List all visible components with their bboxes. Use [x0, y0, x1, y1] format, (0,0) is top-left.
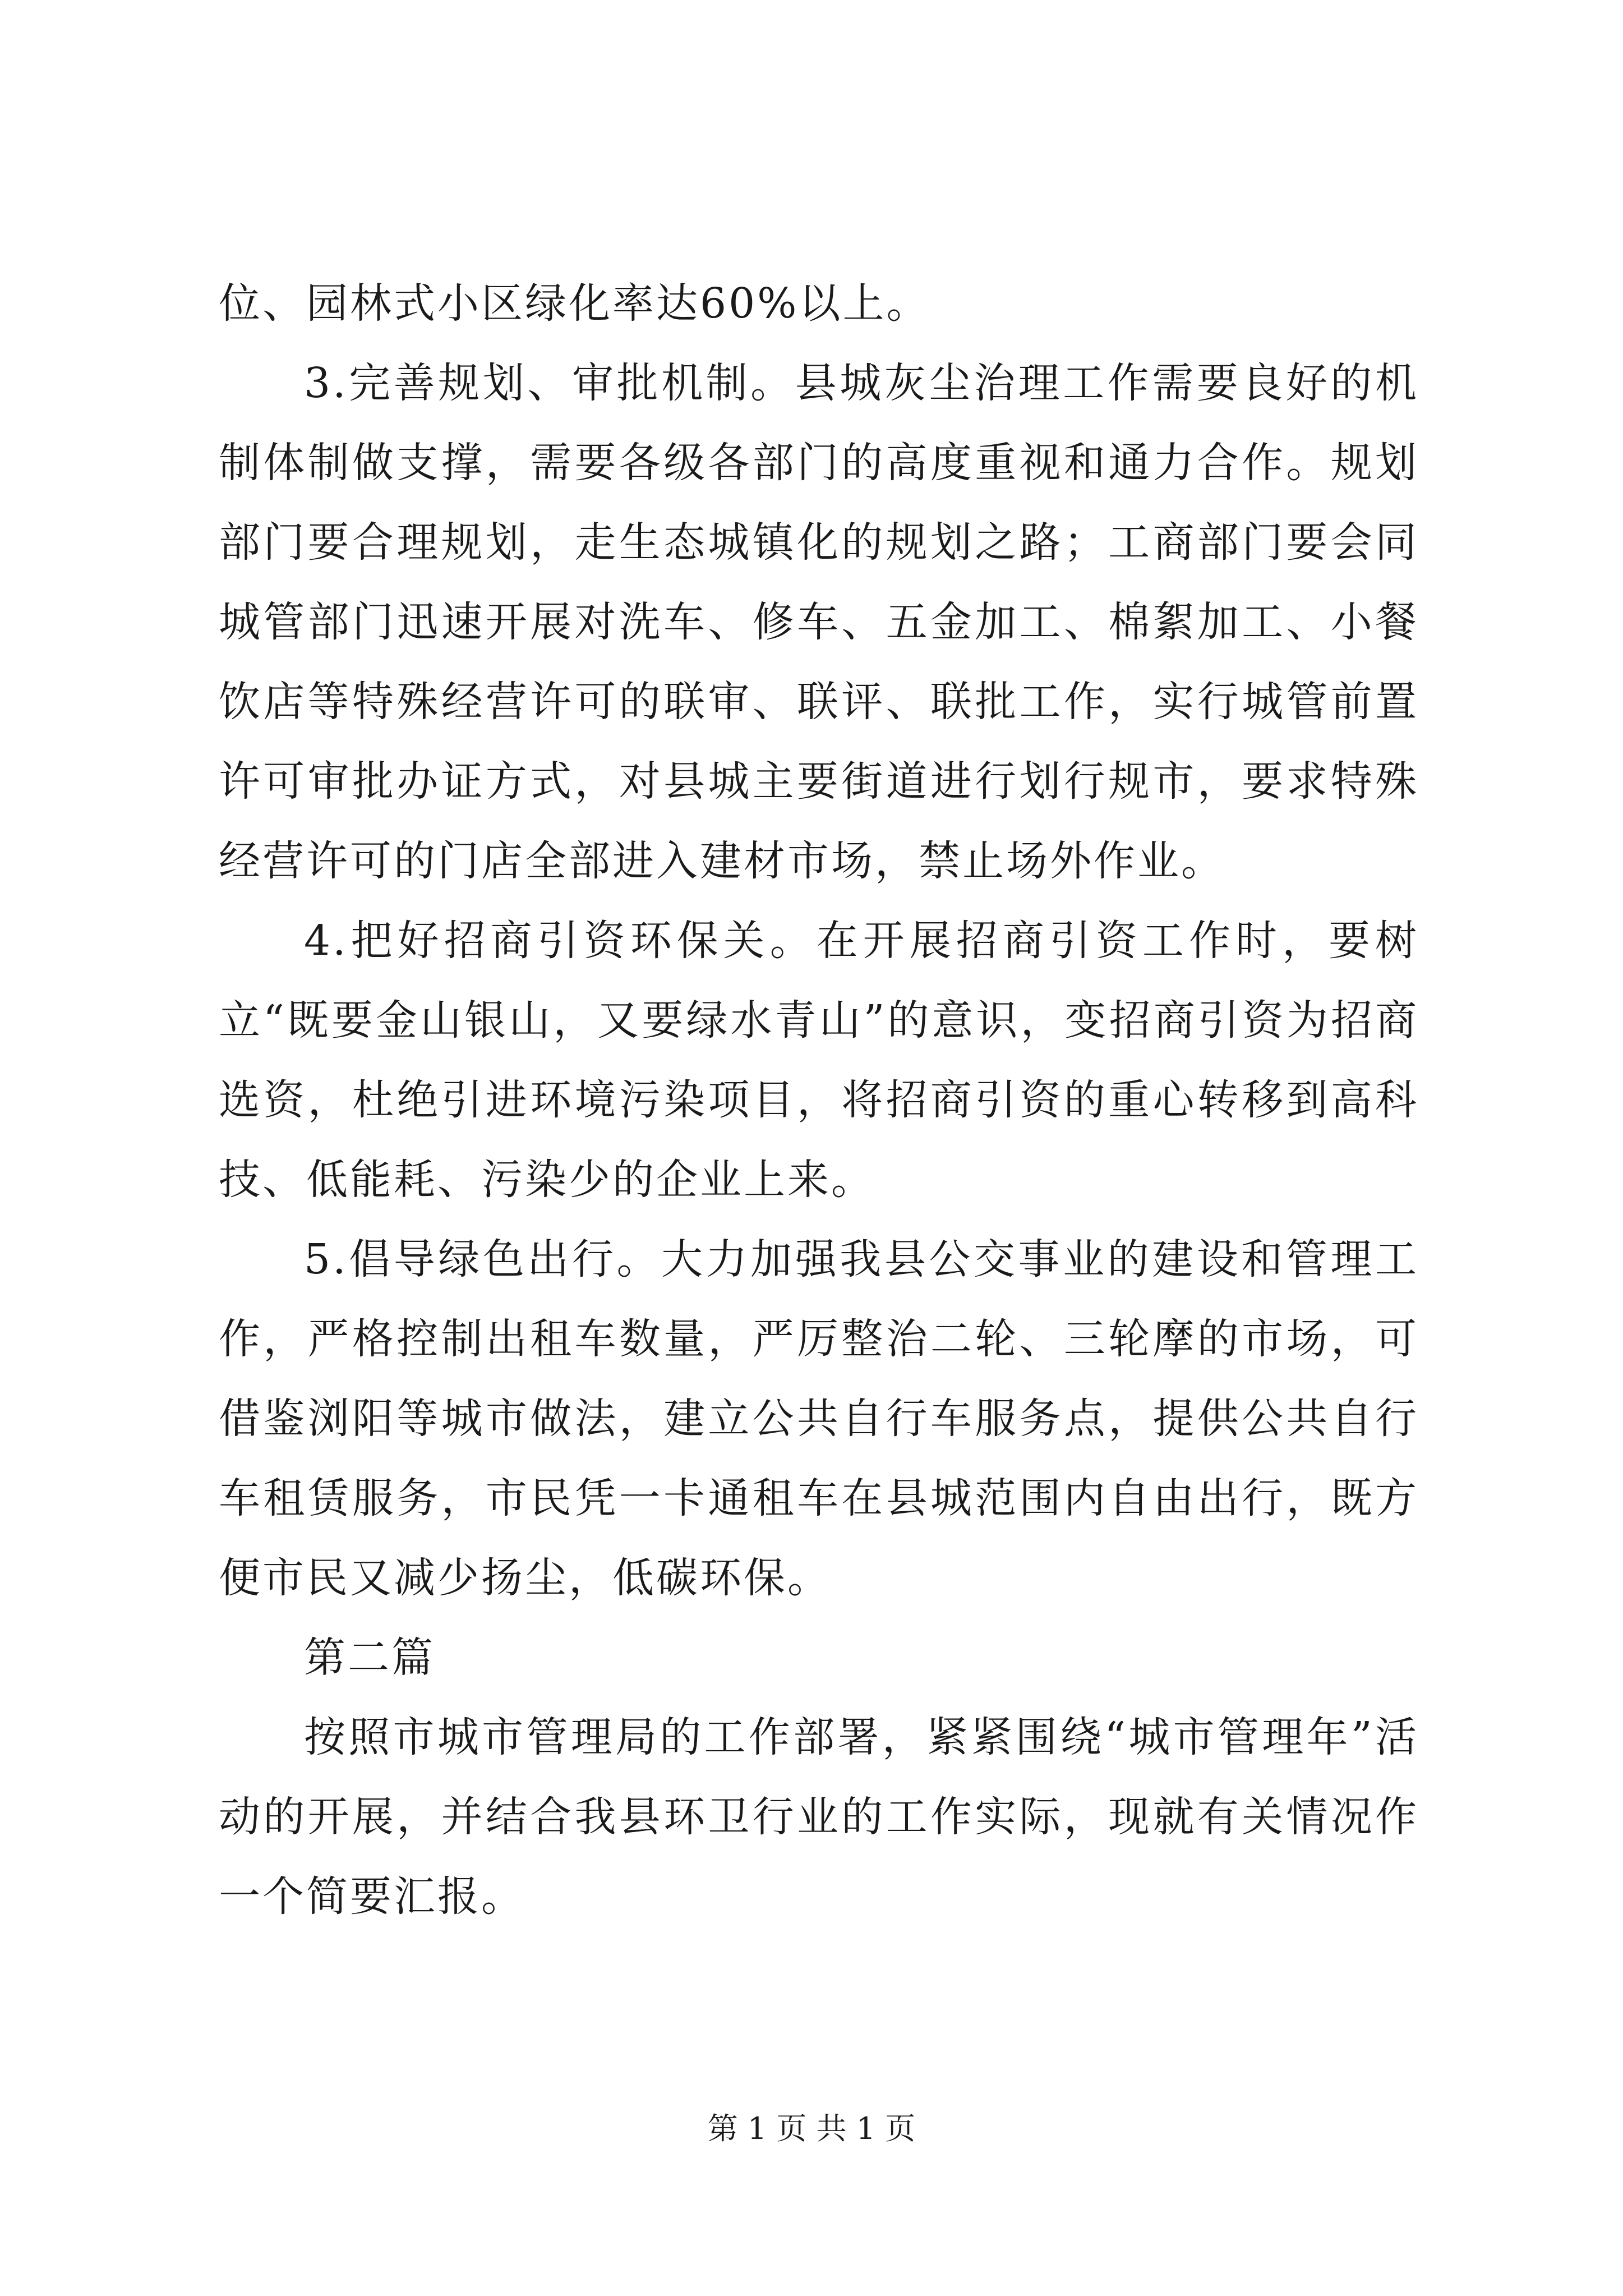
paragraph-item-4: 4.把好招商引资环保关。在开展招商引资工作时，要树立“既要金山银山，又要绿水青山”的意识，变招商引资为招商选资，杜绝引进环境污染项目，将招商引资的重心转移到高科技、低能耗、污染少的企业上来。: [219, 917, 1419, 1204]
document-body: [219, 264, 1419, 1936]
paragraph-intro: 按照市城市管理局的工作部署，紧紧围绕“城市管理年”活动的开展，并结合我县环卫行业的工作实际，现就有关情况作一个简要汇报。: [219, 1713, 1419, 1921]
paragraph-continuation: 位、园林式小区绿化率达60%以上。: [219, 279, 930, 328]
page-footer: 第 1 页 共 1 页: [707, 2111, 916, 2146]
section-heading: 第二篇: [304, 1634, 435, 1682]
paragraph-item-3: 3.完善规划、审批机制。县城灰尘治理工作需要良好的机制体制做支撑，需要各级各部门的高度重视和通力合作。规划部门要合理规划，走生态城镇化的规划之路；工商部门要会同城管部门迅速开展对洗车、修车、五金加工、棉絮加工、小餐饮店等特殊经营许可的联审、联评、联批工作，实行城管前置许可审批办证方式，对县城主要街道进行划行规市，要求特殊经营许可的门店全部进入建材市场，禁止场外作业。: [219, 359, 1419, 885]
paragraph-item-5: 5.倡导绿色出行。大力加强我县公交事业的建设和管理工作，严格控制出租车数量，严厉整治二轮、三轮摩的市场，可借鉴浏阳等城市做法，建立公共自行车服务点，提供公共自行车租赁服务，市民凭一卡通租车在县城范围内自由出行，既方便市民又减少扬尘，低碳环保。: [219, 1235, 1419, 1602]
